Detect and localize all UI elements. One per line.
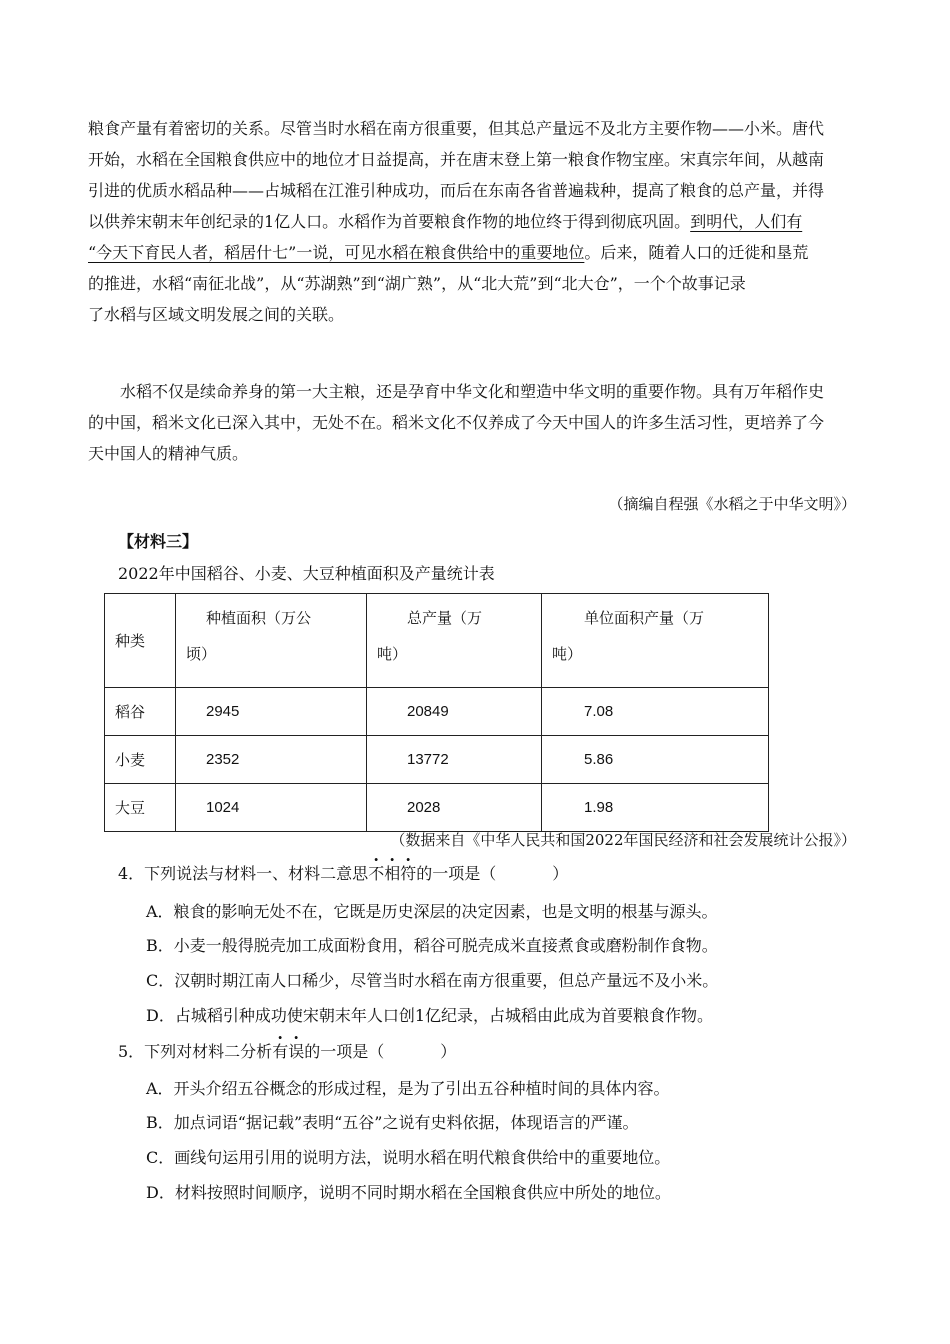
question-5-option-a: A．开头介绍五谷概念的形成过程，是为了引出五谷种植时间的具体内容。 <box>146 1079 670 1098</box>
question-4-option-c: C．汉朝时期江南人口稀少，尽管当时水稻在南方很重要，但总产量远不及小米。 <box>146 971 719 990</box>
header-kind-label: 种类 <box>115 631 146 650</box>
emphasis-char: 相 <box>384 864 401 883</box>
emphasis-char: 有 <box>272 1042 289 1061</box>
emphasis-char: 符 <box>400 864 417 883</box>
text-segment: 。后来，随着人口的迁徙和垦荒 <box>584 243 809 262</box>
table-caption: 2022年中国稻谷、小麦、大豆种植面积及产量统计表 <box>118 564 495 583</box>
stem-text: 4．下列说法与材料一、材料二意思 <box>118 864 369 883</box>
stem-text: 5．下列对材料二分析 <box>118 1042 273 1061</box>
text-line: 的中国，稻米文化已深入其中，无处不在。稻米文化不仅养成了今天中国人的许多生活习性，更培养了今 <box>88 413 825 432</box>
cell-kind: 稻谷 <box>105 688 176 736</box>
question-4-option-d: D．占城稻引种成功使宋朝末年人口创1亿纪录，占城稻由此成为首要粮食作物。 <box>146 1006 714 1025</box>
header-output-line-1: 总产量（万 <box>407 609 483 627</box>
emphasis-char: 误 <box>288 1042 305 1061</box>
text-line: 水稻不仅是续命养身的第一大主粮，还是孕育中华文化和塑造中华文明的重要作物。具有万年稻作史 <box>120 382 825 401</box>
text-line: 粮食产量有着密切的关系。尽管当时水稻在南方很重要，但其总产量远不及北方主要作物——小米。唐代 <box>88 119 825 138</box>
material2-paragraph-1 <box>88 113 856 330</box>
stem-close: ） <box>552 864 569 883</box>
text-line <box>88 237 856 268</box>
cell-kind: 大豆 <box>105 784 176 832</box>
question-5-option-d: D．材料按照时间顺序，说明不同时期水稻在全国粮食供应中所处的地位。 <box>146 1183 671 1202</box>
text-line: 天中国人的精神气质。 <box>88 444 249 463</box>
underlined-sentence-start: 到明代，人们有 <box>690 212 803 231</box>
header-unit-line-2: 吨） <box>552 645 583 663</box>
table-row <box>105 784 769 832</box>
header-unit-yield <box>542 594 769 688</box>
table-header-row <box>105 594 769 688</box>
question-4-stem <box>118 862 568 886</box>
text-line: 开始，水稻在全国粮食供应中的地位才日益提高，并在唐末登上第一粮食作物宝座。宋真宗年间，从越南 <box>88 150 825 169</box>
cell-output: 2028 <box>367 784 542 832</box>
cell-unit-yield: 7.08 <box>542 688 769 736</box>
text-line <box>88 206 856 237</box>
header-unit-line-1: 单位面积产量（万 <box>584 609 705 627</box>
cell-output: 20849 <box>367 688 542 736</box>
stem-close: ） <box>440 1042 457 1061</box>
question-5-stem <box>118 1040 456 1064</box>
stem-text: 的一项是（ <box>304 1042 385 1061</box>
header-output-line-2: 吨） <box>377 645 408 663</box>
cell-kind: 小麦 <box>105 736 176 784</box>
question-4-option-a: A．粮食的影响无处不在，它既是历史深层的决定因素，也是文明的根基与源头。 <box>146 902 718 921</box>
question-5-option-c: C．画线句运用引用的说明方法，说明水稻在明代粮食供给中的重要地位。 <box>146 1148 671 1167</box>
cell-unit-yield: 1.98 <box>542 784 769 832</box>
table-row <box>105 688 769 736</box>
cell-output: 13772 <box>367 736 542 784</box>
text-line: 的推进，水稻“南征北战”，从“苏湖熟”到“湖广熟”，从“北大荒”到“北大仓”，一个个故事记录 <box>88 274 746 293</box>
header-area-line-1: 种植面积（万公 <box>206 609 312 627</box>
cell-unit-yield: 5.86 <box>542 736 769 784</box>
text-segment: 以供养宋朝末年创纪录的1亿人口。水稻作为首要粮食作物的地位终于得到彻底巩固。 <box>88 212 691 231</box>
header-output <box>367 594 542 688</box>
cell-area: 1024 <box>176 784 367 832</box>
statistics-table <box>104 593 769 832</box>
question-4-option-b: B．小麦一般得脱壳加工成面粉食用，稻谷可脱壳成米直接煮食或磨粉制作食物。 <box>146 936 718 955</box>
question-5-option-b: B．加点词语“据记载”表明“五谷”之说有史料依据，体现语言的严谨。 <box>146 1113 639 1132</box>
material3-heading: 【材料三】 <box>118 532 199 551</box>
material3-source: （数据来自《中华人民共和国2022年国民经济和社会发展统计公报》） <box>390 831 856 849</box>
material2-source: （摘编自程强《水稻之于中华文明》） <box>608 495 856 513</box>
material2-paragraph-2 <box>88 376 856 469</box>
text-line: 引进的优质水稻品种——占城稻在江淮引种成功，而后在东南各省普遍栽种，提高了粮食的总产量，并得 <box>88 181 825 200</box>
emphasis-char: 不 <box>368 864 385 883</box>
stem-text: 的一项是（ <box>416 864 497 883</box>
text-line: 了水稻与区域文明发展之间的关联。 <box>88 305 345 324</box>
header-area <box>176 594 367 688</box>
underlined-sentence-end: “今天下育民人者，稻居什七”一说，可见水稻在粮食供给中的重要地位 <box>88 243 585 262</box>
header-area-line-2: 顷） <box>186 645 217 663</box>
cell-area: 2352 <box>176 736 367 784</box>
cell-area: 2945 <box>176 688 367 736</box>
table-row <box>105 736 769 784</box>
header-kind <box>105 594 176 688</box>
